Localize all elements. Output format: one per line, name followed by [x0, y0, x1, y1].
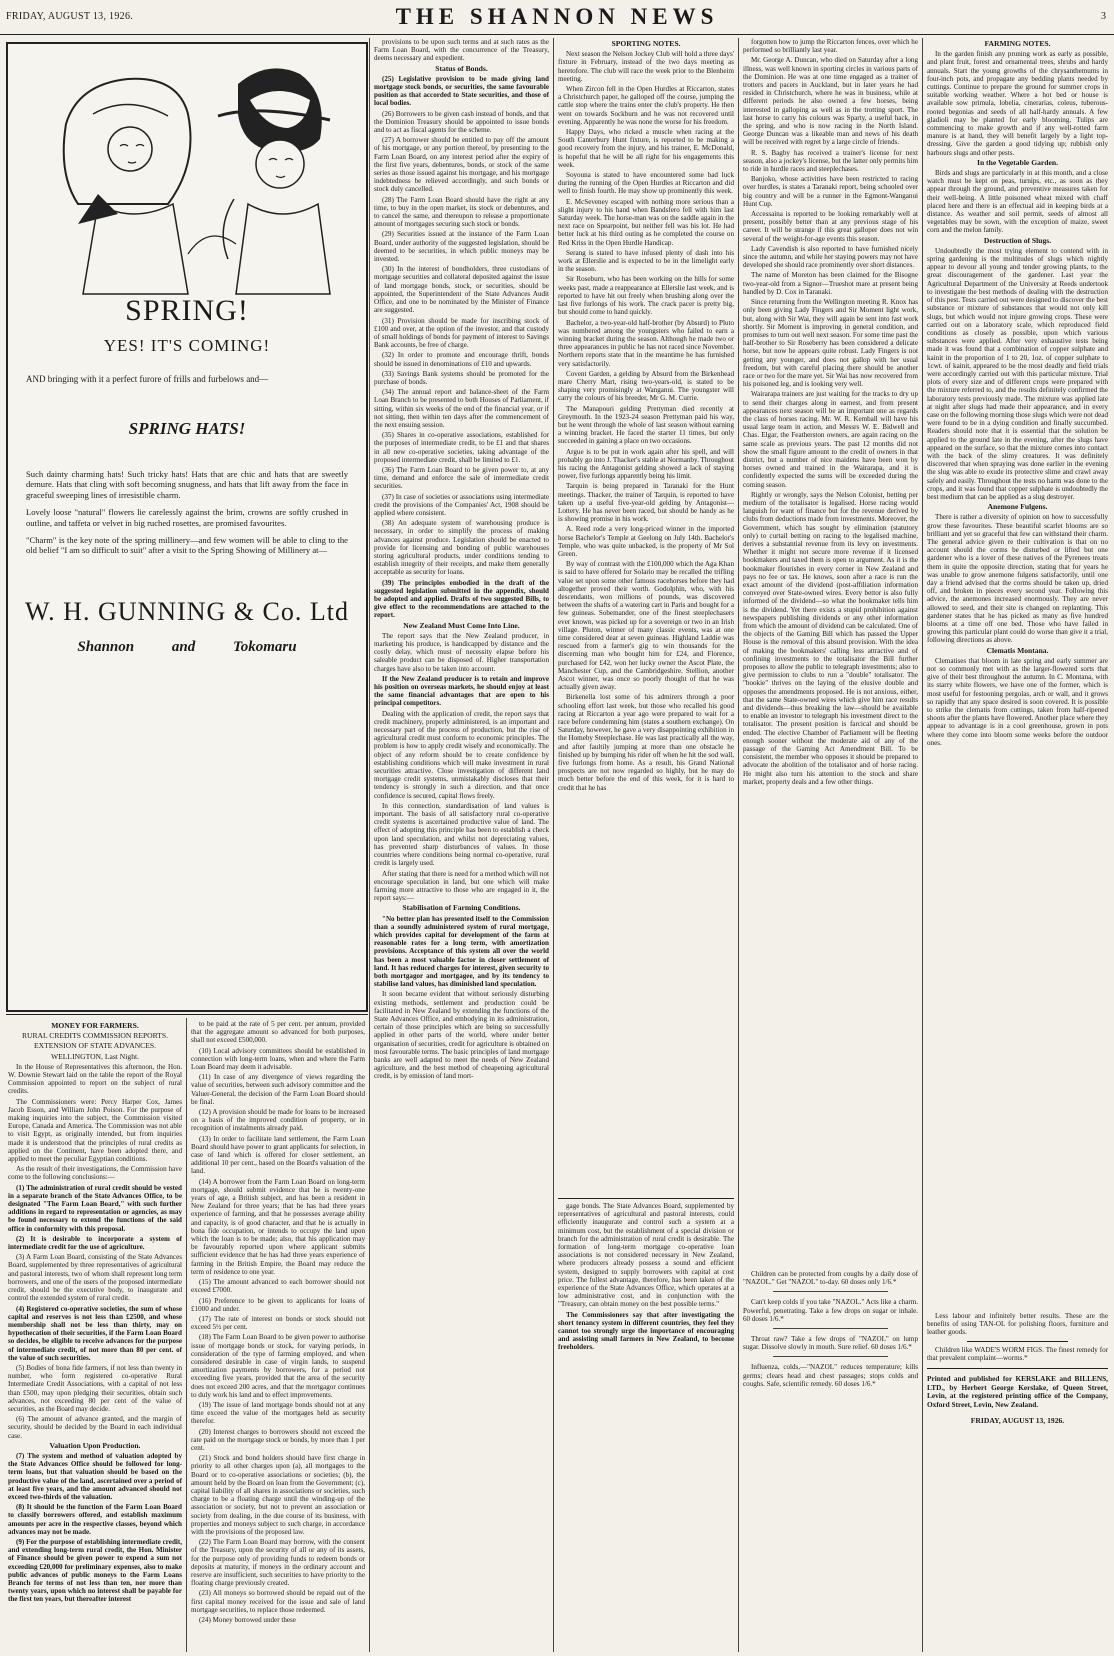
article-money-for-farmers-continued — [374, 38, 549, 1652]
paragraph: provisions to be upon such terms and at such rates as the Farm Loan Board, with the concurrence of the Treasury, deems necessary and expedient. — [374, 38, 549, 63]
paragraph: Serang is stated to have infused plenty of dash into his work at Ellerslie and is expected to be in the limelight early in the season. — [558, 248, 734, 274]
paragraph: Tarquin is being prepared in Taranaki for the Hunt meetings. Thacker, the trainer of Tarquin, is reported to have taken up a useful five-year-old gelding by Antagonist—Lottery. He has never been raced, but should be handy as he is showing promise in his work. — [558, 482, 734, 524]
paragraph: forgotten how to jump the Riccarton fences, over which he performed so brilliantly last year. — [743, 38, 918, 55]
paragraph: Soyouna is stated to have encountered some bad luck during the running of the Open Hurdles at Riccarton and did well to finish fourth. He may show up prominently this week. — [558, 171, 734, 196]
article-title: SPORTING NOTES. — [611, 39, 681, 48]
ad-paragraph: "Charm" is the key note of the spring millinery—and few women will be able to cling to the old belief "I am so difficult to suit" after a visit to the Spring Showing of Millinery at— — [26, 535, 348, 556]
nazol-advert: Can't keep colds if you take "NAZOL." Acts like a charm. Powerful, penetrating. Take a few drops on sugar or inhale. 60 doses 1/6.* — [743, 1298, 918, 1323]
paragraph: Sir Roseburn, who has been working on the hills for some weeks past, made a reappearance at Ellerslie last week, and is reported to have hit out freely when brushing along over the last five furlongs of his work. The crack pacer is pretty big, but should come to hand quickly. — [558, 275, 734, 317]
paragraph: Birds and slugs are particularly in at this month, and a close watch must be kept on peas, turnips, etc., as soon as they appear through the ground, and preventive measures taken for their well-being. A little poisoned wheat mixed with chaff placed here and there is an effectual aid in keeping birds at a distance. As weather and soil permit, seeds of almost all vegetables may be sown, with the exception of maize, sweet corn and the melon family. — [927, 169, 1108, 235]
paragraph: Lady Cavendish is also reported to have furnished nicely since the autumn, and while her staying powers may not have developed she should race prominently over short distances. — [743, 244, 918, 270]
paragraph: Dealing with the application of credit, the report says that credit machinery, properly administered, is an important and necessary part of the process of production, but the rise of agricultural credit must conform to economic principles. The problem is how to apply credit wisely and economically. The object of any reform should be to create confidence by establishing conditions which will make investment in rural securities attractive. Close investigation of different land mortgage credit systems, unmistakably discloses that their tendency is strongly in such a direction, and that once confidence is secured, capital flows freely. — [374, 709, 549, 800]
section-subheading: Stabilisation of Farming Conditions. — [402, 903, 521, 913]
section-subheading: Destruction of Slugs. — [983, 235, 1052, 245]
article-racing-notes — [743, 38, 918, 1266]
paragraph: (9) For the purpose of establishing intermediate credit, and extending long-term rural credit, the Hon. Minister of Finance should be given power to expend a sum not exceeding £20,000 for preliminary expenses, also to make public advances of public moneys to the Farm Loans Branch for terms of not less than ten, nor more than twenty years, upon which no interest shall be payable for the first ten years, but thereafter interest — [8, 1537, 182, 1604]
paragraph: (16) Preference to be given to applicants for loans of £1000 and under. — [191, 1296, 365, 1313]
paragraph: "No better plan has presented itself to the Commission than a soundly administered system of rural mortgage, which provides capital for development of the farm at reasonable rates for a long term, with amortization provisions. Acceptance of this system all over the world has been a most valuable factor in closer settlement of land. It has reduced charges for interest, given security to both mortgagor and mortgagee, and by its tendency to stabilise land values, has diminished land speculation. — [374, 914, 549, 989]
paragraph: (32) In order to promote and encourage thrift, bonds should be issued in denominations of £10 and upwards. — [374, 351, 549, 368]
paragraph: (22) The Farm Loan Board may borrow, with the consent of the Treasury, upon the security of all or any of its assets, for the purpose only of providing funds to redeem bonds or deposits at maturity, if moneys in the ordinary account and reserve are insufficient, such securities to have priority to the floating charge previously created. — [191, 1538, 365, 1588]
section-subheading: New Zealand Must Come Into Line. — [403, 620, 520, 630]
paragraph: (39) The principles embodied in the draft of the suggested legislation submitted in the appendix, should be adopted and applied. Drafts of two suggested Bills, to give effect to the recommendations are attached to the report. — [374, 578, 549, 620]
paragraph: (8) It should be the function of the Farm Loan Board to classify borrowers offered, and establish maximum amounts per acre in the respective classes, beyond which advances may not be made. — [8, 1503, 182, 1536]
paragraph: Clematises that bloom in late spring and early summer are not so commonly met with as the larger-flowered sorts that give of their best throughout the autumn. In C. Montana, with its starry white flowers, we have one of the former, which is most useful for festooning pergolas, arch or wall, and it grows so rapidly that any space desired is soon covered. It is possible to strike the clematis from cuttings, taken from half-ripened shoots after the plants have flowered. Another place where they appear to advantage is in a cool greenhouse, grown in pots where they come into bloom some weeks before the outdoor ones. — [927, 656, 1108, 747]
paragraph: (14) A borrower from the Farm Loan Board on long-term mortgage, should submit evidence that he is twenty-one years of age, a British subject, and has been a resident in New Zealand for three years; that he has had three years experience of farming, and that he possesses average ability and capacity, is of good character, and that he is actually in bona fide occupation, or intends to occupy the land upon which the loan is to be made; also, that his application may be favourably reported upon where applicant submits sufficient evidence that he has had three years experience of farming in the British Empire, the Board may reduce the term of residence to one year. — [191, 1177, 365, 1276]
column-rule — [553, 38, 554, 1652]
ad-town: Shannon — [77, 639, 135, 655]
article-money-for-farmers — [8, 1020, 182, 1652]
ad-town: Tokomaru — [232, 639, 297, 655]
ad-town: and — [171, 639, 196, 655]
article-dateline: WELLINGTON, Last Night. — [50, 1051, 139, 1061]
nazol-advertisements — [743, 1270, 918, 1652]
paragraph: Rightly or wrongly, says the Nelson Colonist, betting per medium of the totalisator is legalised. Horse racing would languish for want of finance but for the revenue derived by clubs from deductions made from investments. Moreover, the Government, which has sought by elimination (statutory only) to curtail betting on racing to the legalised machine, derives a substantial revenue from its levy on investments. Whether it might not secure more revenue if it licensed bookmakers and taxed them is open to argument. As it is the bookmaker flourishes in every corner in New Zealand and pays no fee or tax. He knows, soon after a race is run the exact amount of the dividend (post-affiliation information conveyed over State-owned wires. Every bettor is also fully informed of the dividend—so what the bookmaker tells him is the dividend. Yet there exists a stupid prohibition against newspapers publishing dividends or any other information from which the amount of dividend can be calculated. One of the objects of the Gaming Bill which has passed the Upper House is the removal of this absurd provision. With the idea of making the bookmakers' calling less attractive and of confining investments to the totalisator the Bill further proposes to allow the public to telegraph investments; also to give permission to clubs to run a "double" totalisator. The "bookie" thrives on the laying of the elusive double and opposes the amendments proposed. He is not anxious, either, that the same State-owned wires which give him race results and dividends—thus breaking the law—should be available to enable an investor to telegraph his investment direct to the totalisator. The present position is farcical and should be ended. The elective Chamber of Parliament will be fleeting enough sooner without the moderate aid of any of the passage of the Gaming Act Amendment Bill. To be consistent, the member who opposes it should be prepared to advocate the abolition of the totalisator and of horse racing. He might also turn his attention to the stock and share market, property deals and a few other things. — [743, 490, 918, 786]
paragraph: (12) A provision should be made for loans to be increased on a basis of the improved condition of property, or in recognition of instalments already paid. — [191, 1108, 365, 1133]
paragraph: In this connection, standardisation of land values is important. The basis of all satisfactory rural co-operative credit systems is ascertained productive value of land. The effect of adopting this principle has been to establish a check upon land speculation, and whilst not depreciating values, has prevented sharp disturbances of values. In those countries where conditions being normal co-operative, rural credit is largely used. — [374, 801, 549, 868]
paragraph: (23) All moneys so borrowed should be repaid out of the first capital money received for the issue and sale of land mortgage securities, to replace those redeemed. — [191, 1589, 365, 1614]
paragraph: (35) Shares in co-operative associations, established for the purposes of intermediate credit, to be £1 and that shares in all new co-operative societies, taking advantage of the proposed intermediate credit, shall be limited to £1. — [374, 431, 549, 464]
article-subtitle: RURAL CREDITS COMMISSION REPORTS. — [21, 1031, 169, 1041]
paragraph: Next season the Nelson Jockey Club will hold a three days' fixture in February, instead of the two days meeting as heretofore. The club will race the week prior to the Blenheim meeting. — [558, 50, 734, 83]
column-rule — [922, 38, 923, 1652]
paragraph: (27) A borrower should be entitled to pay off the amount of his mortgage, or any portion thereof, by presenting to the Farm Loan Board, on any interest period after the expiry of the first five years, debentures, bonds, or stock of the same series as those issued against his mortgage, and his mortgage indebtedness be relieved accordingly, and such bonds or stock duly cancelled. — [374, 136, 549, 194]
millinery-advertisement — [6, 42, 368, 1012]
divider — [927, 1368, 1108, 1369]
paragraph: (24) Money borrowed under these — [199, 1616, 296, 1625]
paragraph: By way of contrast with the £100,000 which the Aga Khan is said to have offered for Solario may be recalled the trifling value set upon some other famous racehorses before they had altogether proved their worth. Godolphin, who, with his descendants, won millions of pounds, was discovered between the shafts of a watering cart in Paris and bought for a few guineas. Sobemander, one of the finest steeplechasers ever known, was picked up for a sovereign or two in an Irish village. Pluton, winner of many classic events, was at one time considered dear at seven guineas. Highland Laddie was rescued from a farmer's gig to win thousands for the discerning man who bought him for £24, and Florence, purchased for £42, won her lucky owner the Ascot Plate, the Manchester Cup, and the Cambridgeshire. Stellion, another Ascot winner, was once so poorly thought of that he was actually given away. — [558, 560, 734, 692]
small-advert: Children like WADE'S WORM FIGS. The finest remedy for that prevalent complaint—worms.* — [927, 1345, 1108, 1362]
paragraph: (28) The Farm Loan Board should have the right at any time, to buy in the open market, its stock or debentures, and to cancel the same, and thereupon to release a proportionate amount of mortgages securing such stock or bonds. — [374, 195, 549, 229]
paragraph: Accessaina is reported to be looking remarkably well at present, possibly better than at any previous stage of his career. It will be strange if this great galloper does not win several of the weight-for-age events this season. — [743, 210, 918, 243]
article-sporting-notes — [558, 38, 734, 1196]
paragraph: (13) In order to facilitate land settlement, the Farm Loan Board should have power to grant applicants for selection, in case of land which is offered for closer settlement, an additional 10 per cent., based on the Board's valuation of the land. — [191, 1134, 365, 1176]
paragraph: (26) Borrowers to be given cash instead of bonds, and that the Dominion Treasury should be appointed to issue bonds and to act as fiscal agents for the scheme. — [374, 109, 549, 135]
two-women-in-hats-illustration — [38, 54, 338, 299]
ad-subheadline: YES! IT'S COMING! — [103, 336, 271, 355]
section-subheading: Anemone Fulgens. — [987, 502, 1048, 512]
paragraph: The report says that the New Zealand producer, in marketing his produce, is handicapped by distance and the costly delay, which must of necessity elapse before his saleable product can be disposed of. Higher transportation charges have also to be taken into account. — [374, 631, 549, 673]
ad-intro: AND bringing with it a perfect furore of frills and furbelows and— — [26, 374, 269, 384]
farming-classified-ads — [927, 1312, 1108, 1652]
nazol-ads — [743, 1270, 918, 1388]
paragraph: (38) An adequate system of warehousing produce is necessary, in order to simplify the process of making advances against produce. Legislation should be enacted to provide for licensing and bonding of public warehouses storing agricultural products, under conditions tending to establish integrity of their receipts, and make them generally acceptable as security for loans. — [374, 519, 549, 577]
article-body — [927, 50, 1108, 747]
paragraph: It soon became evident that without seriously disturbing existing methods, settlement and production could be facilitated in New Zealand by extending the functions of the State Advances Office, and embodying in its administration, certain of those principles which are being so successfully applied in other parts of the world, where under better organisation of securities, credit for agriculture is obtained on most favourable terms. The basic principles of land mortgage banks are well adapted to meet the needs of New Zealand agriculture, and the best method of cheapening agricultural credit, is by emission of land mort- — [374, 990, 549, 1081]
paragraph: (18) The Farm Loan Board to be given power to authorise issue of mortgage bonds or stock, for varying periods, in consideration of the type of farming employed, and when considered desirable in case of virgin lands, to suspend amortization payments by borrowers, for a period not exceeding five years, provided that the area of the security does not exceed 200 acres, and that the mortgagor continues to duly work his land and to effect improvements. — [191, 1333, 365, 1399]
masthead-date: FRIDAY, AUGUST 13, 1926. — [6, 11, 134, 22]
paragraph: E. McSeveney escaped with nothing more serious than a slight injury to his hand when Bandsfero fell with him last Saturday week. The horse-man was on the saddle again in the next race on Spearpoint, but neither fell was his lot. He had better luck at his third outing as he completed the course on Red Kriss in the Open Hurdle Handicap. — [558, 197, 734, 247]
paragraph: (19) The issue of land mortgage bonds should not at any time exceed the value of the mortgages held as security therefor. — [191, 1400, 365, 1426]
article-body — [743, 38, 918, 786]
paragraph: The Manapouri gelding Prettyman died recently at Greymouth. In the 1923-24 season Prettyman paid his way, but he went through the whole of last season without earning a winning bracket. He faced the starter 11 times, but only succeeded in gaining a place on two occasions. — [558, 404, 734, 446]
ad-towns — [8, 639, 366, 656]
ad-firm-name: W. H. GUNNING & Co. Ltd — [25, 597, 349, 626]
paragraph: to be paid at the rate of 5 per cent. per annum, provided that the aggregate amount so advanced for both purposes, shall not exceed £500,000. — [191, 1020, 365, 1045]
paragraph: (10) Local advisory committees should be established in connection with long-term loans, when and where the Farm Loan Board may deem it advisable. — [191, 1046, 365, 1072]
paragraph: Since returning from the Wellington meeting R. Knox has only been giving Lady Fingers and Sir Moment light work, but, along with Sir Wai, they will again be sent into fast work shortly. Sir Moment is improving in general condition, and promises to turn out well next season. For some time past the half-brother to Sir Roseberry has been considered a delicate horse, but now he appears quite robust. Lady Fingers is not getting any younger, and does not gallop with her usual freedom, but with careful placing there should be another race or two for the mare yet. Sir Wai has now recovered from his poisoned leg, and is looking very well. — [743, 298, 918, 389]
paragraph: If the New Zealand producer is to retain and improve his position on overseas markets, he should enjoy at least the same financial advantages that are open to his principal competitors. — [374, 674, 549, 708]
paragraph: Happy Days, who ricked a muscle when racing at the South Canterbury Hunt fixture, is reported to be making a good recovery from the injury, and his trainer, E. McDonald, is hopeful that he will be all right for his engagements this week. — [558, 128, 734, 169]
paragraph: (21) Stock and bond holders should have first charge in priority to all other charges upon (a), all mortgages to the Board or to co-operative associations or societies; (b), the amount held by the Board on loan from the Government; (c), capital liability of all shares in associations or societies, such charge to be a floating charge until the winding-up of the association or society, but not to prevent an association or society from dealing, in the due course of its business, with properties and moneys subject to such charge, in accordance with the provisions of the proposed law. — [191, 1454, 365, 1536]
paragraph: (30) In the interest of bondholders, three custodians of mortgage securities and collateral deposited against the issue of land mortgage bonds, stock, or securities, should be appointed, the Superintendent of the State Advances Audit Office, and one to be nominated by the Minister of Finance are suggested. — [374, 265, 549, 315]
imprint-date: FRIDAY, AUGUST 13, 1926. — [970, 1416, 1065, 1426]
paragraph: (4) Registered co-operative societies, the sum of whose capital and reserves is not less than £2500, and whose membership shall not be less than thirty, may on hypothecation of their securities, if the Farm Loan Board so decides, be eligible to receive advances for the purpose of intermediate credit, of not more than 80 per cent. of the value of such securities. — [8, 1304, 182, 1362]
divider — [773, 1356, 888, 1357]
article-farming-notes — [927, 38, 1108, 1308]
paragraph: Birkenella lost some of his admirers through a poor schooling effort last week, but those who recalled his good racing at Riccarton a year ago were prepared to wait for a race before condemning him (states a southern exchange). On Saturday, however, he gave a very disappointing exhibition in the Homeby Steeplechase. He was last practically all the way, and after faultily jumping at more than one obstacle he finished up by bumping his rider off when he hit the sod wall, five furlongs from home. As a result, his Grand National prospects are not now regarded so highly, but he may do much better before the end of this week, for it is hard to credit that he has — [558, 693, 734, 792]
paragraph: Bachelor, a two-year-old half-brother (by Absurd) to Pluto was numbered among the youngsters who failed to earn a winning bracket during the season. Although he made two or three appearances in public he has not raced since November. Northern reports state that in the meantime he has furnished very satisfactorily. — [558, 318, 734, 368]
masthead — [0, 0, 1114, 35]
paragraph: A. Reed rode a very long-priced winner in the imported horse Bachelor's Temple at Geelong on July 14th. Bachelor's Temple, who was quite unbacked, is the property of Mr Sol Green. — [558, 525, 734, 558]
ad-headline: SPRING! — [125, 294, 249, 327]
article-body — [558, 1202, 734, 1352]
paragraph: R. S. Bagby has received a trainer's license for next season, also a jockey's license, but the latter only permits him to ride in hurdle races and steeplechases. — [743, 148, 918, 174]
section-divider — [558, 1198, 734, 1199]
paragraph: After stating that there is need for a method which will not encourage speculation in land, but one which will make farming more attractive to those who are engaged in it, the report says:— — [374, 869, 549, 903]
page-number: 3 — [1101, 11, 1106, 22]
paragraph: Undoubtedly the most trying element to contend with in spring gardening is the multitudes of slugs which nightly appear to devour all young and tender growing plants, to the great discouragement of the gardener. Last year the Agricultural Department of the University at Reeds undertook to investigate the best methods of dealing with the destruction of this pest. Tests carried out were designed to discover the best substance or mixture of substances that would not only kill slugs, but which would not injure growing crops. These were carried out on a laboratory scale, which reproduced field conditions as closely as possible, upon which various substances were applied. After very exhaustive tests being made it was found that a combination of copper sulphate and kainit in the proportion of 1 to 20, 1oz. of copper sulphate to 1cwt. of kainit, appeared to be the most deadly and field trials were accordingly carried out with this particular mixture. Trial plots of every size and of different crops were prepared with the mixture referred to, and the results definitely confirmed the laboratory tests previously made. The mixture was applied late at night after slugs had made their appearance, and in every case on the following morning those slugs which were not dead were found to be in a dying condition and finally succumbed. Readers should note that it is essential that the solution be applied to the ground late in the evening, after the slugs have appeared on the surface, so that the mixture comes into contact with the back of the slimy creatures. It was definitely discovered that when spraying was done earlier in the evening the slug was able to exude its protective slime and crawl away safely and easily. Throughout the tests no harm was done to the crops, and it was found that copper sulphate is undoubtedly the best medium that can be applied as a slug destroyer. — [927, 246, 1108, 501]
paragraph: (1) The administration of rural credit should be vested in a separate branch of the State Advances Office, to be designated "The Farm Loan Board," with such further additions in regard to representation or agencies, as may be found necessary to extend the functions of the said office in conformity with this proposal. — [8, 1183, 182, 1233]
ad-hats-headline: SPRING HATS! — [128, 419, 246, 438]
column-rule — [738, 38, 739, 1652]
paragraph: In the garden finish any pruning work as early as possible, and plant fruit, forest and ornamental trees, shrubs and hardy annuals. Start the young growths of the chrysanthemums in four-inch pots, and propagate any bedding plants needed by cuttings. Continue to prepare the ground for summer crops in suitable working weather. Where a hot bed or house is available sow primula, lobelia, cinerarias, coleus, tuberous-rooted begonias and seeds of all half-hardy annuals. A few gladioli may be planted for early blooming. Tulips are commencing to make growth and if any well-rotted farm manure is at hand, they will benefit largely by a light top-dressing. Give the garden a good tidying up; rubbish only harbours slugs and other pests. — [927, 50, 1108, 157]
ad-body — [26, 469, 348, 563]
paragraph: (33) Savings Bank systems should be promoted for the purchase of bonds. — [374, 369, 549, 386]
paragraph: Banjoko, whose activities have been restricted to racing over hurdles, is states a Taranaki report, being schooled over big country and will be a runner in the Egmont-Wanganui Hunt Cup. — [743, 175, 918, 208]
ad-paragraph: Such dainty charming hats! Such tricky hats! Hats that are chic and hats that are sweetly demure. Hats that cling with soft becoming snugness, and hats that lift away from the face in graceful sweeping lines of irresistible charm. — [26, 469, 348, 500]
article-money-for-farmers-continued — [191, 1020, 365, 1652]
paragraph: (29) Securities issued at the instance of the Farm Loan Board, under authority of the suggested legislation, should be deemed to be securities, in which public moneys may be invested. — [374, 230, 549, 264]
paragraph: In the House of Representatives this afternoon, the Hon. W. Downie Stewart laid on the table the report of the Royal Commission appointed to report on the subject of rural credits. — [8, 1062, 182, 1096]
paragraph: (20) Interest charges to borrowers should not exceed the rate paid on the mortgage stock or bonds, by more than 1 per cent. — [191, 1427, 365, 1452]
small-advert: Less labour and infinitely better results. These are the benefits of using TAN-OL for polishing floors, furniture and leather goods. — [927, 1312, 1108, 1337]
article-subtitle: EXTENSION OF STATE ADVANCES. — [33, 1041, 157, 1051]
article-title: MONEY FOR FARMERS. — [51, 1021, 139, 1030]
paragraph: Argue is to be put in work again after his spell, and will probably go into J. Thacker's stable at Normanby. Throughout his racing the Antagonist gelding showed a lack of staying power, five furlongs apparently being his limit. — [558, 447, 734, 481]
section-divider — [6, 1014, 368, 1015]
paragraph: (17) The rate of interest on bonds or stock should not exceed 5½ per cent. — [191, 1314, 365, 1332]
section-subheading: In the Vegetable Garden. — [976, 157, 1058, 167]
nazol-advert: Influenza, colds,—"NAZOL" reduces temperature; kills germs; clears head and chest passages; stops colds and coughs. Safe, scientific remedy. 60 doses 1/6.* — [743, 1363, 918, 1388]
paragraph: (6) The amount of advance granted, and the margin of security, should be decided by the Board in each individual case. — [8, 1415, 182, 1440]
nazol-advert: Children can be protected from coughs by a daily dose of "NAZOL." Get "NAZOL" to-day. 60 doses only 1/6.* — [743, 1270, 918, 1287]
divider — [773, 1328, 888, 1329]
paragraph: (2) It is desirable to incorporate a system of intermediate credit for the use of agriculture. — [8, 1234, 182, 1252]
section-subheading: Clematis Montana. — [986, 645, 1049, 655]
article-body — [191, 1020, 365, 1624]
paragraph: (15) The amount advanced to each borrower should not exceed £7000. — [191, 1278, 365, 1295]
paragraph: gage bonds. The State Advances Board, supplemented by representatives of agricultural and pastoral interests, could efficiently inaugurate and control such a system at a minimum cost, but the establishment of a special division or branch for the administration of rural credit is desirable. The formation of long-term mortgage co-operative loan associations is not considered necessary in New Zealand, where producers already possess a sound and efficient system, designed to supply borrowers with capital at cost price. The fullest advantage, therefore, has been taken of the experience of the State Advances Office, which operates at a low administrative cost, and in conjunction with the "Treasury, can obtain money on the best possible terms." — [558, 1202, 734, 1309]
divider — [967, 1341, 1068, 1342]
newspaper-title: THE SHANNON NEWS — [395, 4, 719, 29]
article-rural-credit-continued — [558, 1202, 734, 1652]
paragraph: (31) Provision should be made for inscribing stock of £100 and over, at the option of the investor, and that custody of small holdings of bonds for payment of interest to Savings Bank accounts, be free of charge. — [374, 316, 549, 350]
paragraph: The name of Moreton has been claimed for the Bisogne two-year-old from a Signor—Trueshot mare at present being handled by D. Cox in Taranaki. — [743, 271, 918, 296]
paragraph: As the result of their investigations, the Commission have come to the following conclusions:— — [8, 1165, 182, 1182]
column-rule — [369, 38, 370, 1652]
section-subheading: Valuation Upon Production. — [49, 1440, 141, 1450]
paragraph: (34) The annual report and balance-sheet of the Farm Loan Branch to be presented to both Houses of Parliament, if sitting, within six weeks of the end of the financial year, or if not sitting, then within ten days after the commencement of the next ensuing session. — [374, 388, 549, 429]
paragraph: Mr. George A. Duncan, who died on Saturday after a long illness, was well known in sporting circles in various parts of the Dominion. He was at one time engaged as a trainer of trotters and pacers in Auckland, but in later years he had resided in Christchurch, where he was in business, while at different periods he also owned a few horses, being interested in galloping as well as in the trotting sport. The last horse to carry his colours was Sparty, a useful hack, in the spring, and who is now racing in the North Island. George Duncan was a likeable man and news of his death will be received with regret by a large circle of friends. — [743, 56, 918, 147]
paragraph: (36) The Farm Loan Board to be given power to, at any time, demand and enforce the sale of intermediate credit securities. — [374, 465, 549, 491]
section-subheading: Status of Bonds. — [435, 63, 488, 73]
article-body — [558, 50, 734, 792]
printer-imprint: Printed and published for KERSLAKE and BILLENS, LTD., by Herbert George Kerslake, of Queen Street, Levin, at the registered printing office of the Company, Oxford Street, Levin, New Zealand. — [927, 1374, 1108, 1409]
paragraph: (37) In case of societies or associations using intermediate credit the provisions of the Companies' Act, 1908 should be applied where consistent. — [374, 492, 549, 517]
ad-paragraph: Lovely loose "natural" flowers lie carelessly against the brim, crowns are softly crushed in outline, and taffeta or velvet in big ruched rosettes, are promised favourites. — [26, 507, 348, 528]
paragraph: The Commissioners say that after investigating the short tenancy system in different countries, they feel they cannot too strongly urge the importance of encouraging and assisting small farmers in New Zealand, to become freeholders. — [558, 1310, 734, 1352]
paragraph: (25) Legislative provision to be made giving land mortgage stock bonds, or securities, the same favourable position as that accorded to State securities, and those of local bodies. — [374, 74, 549, 108]
paragraph: (5) Bodies of bona fide farmers, if not less than twenty in number, who form registered co-operative Rural Intermediate Credit Associations, with a capital of not less than £500, may upon pledging their securities, obtain such advances, not exceeding 80 per cent of the value of securities, as the Board may decide. — [8, 1363, 182, 1413]
paragraph: (3) A Farm Loan Board, consisting of the State Advances Board, supplemented by three representatives of agricultural and pastoral interests, two of whom shall represent long term borrowers, and one of the users of the proposed intermediate credit, should be the executive body, to inaugurate and control the extended system of rural credit. — [8, 1253, 182, 1303]
paragraph: (7) The system and method of valuation adopted by the State Advances Office should be followed for long-term loans, but that valuation should be based on the productive value of the land, ascertained over a period of at least five years, and the amount advanced should not exceed two-thirds of the valuation. — [8, 1451, 182, 1501]
paragraph: When Zircon fell in the Open Hurdles at Riccarton, states a Christchurch paper, he galloped off the course, jumping the cattle stop where the trains enter the club's property. He then went on towards Sockburn and he was not recovered until evening. Apparently he was none the worse for his freedom. — [558, 85, 734, 126]
article-body — [374, 38, 549, 1081]
paragraph: Covent Garden, a gelding by Absurd from the Birkenhead mare Cherry Mart, rising two-years-old, is stated to be shaping very promisingly at Wanganui. The youngster will carry the colours of his breeder, Mr G. M. Currie. — [558, 369, 734, 403]
nazol-advert: Throat raw? Take a few drops of "NAZOL" on lump sugar. Dissolve slowly in mouth. Sure relief. 60 doses 1/6.* — [743, 1335, 918, 1352]
paragraph: There is rather a diversity of opinion on how to successfully grow these favourites. These beautiful scarlet blooms are so brilliant and yet so graceful that few can withstand their charm. The general advice given re their cultivation is that on no account should the corms be disturbed or lifted but one gardener who is a lover of these natives of the Pyrenees treats them in quite the opposite direction, stating that for years he was unable to grow anemone fulgens satisfactorily, until one day a friend advised that the corms should be taken up, dried off, and broken in pieces every second year. Following this advice, the anemones increased enormously. They are never allowed to seed, and their site is changed on replanting. This gardener states that he has picked as many as five hundred blooms at a time off one bed. Those who have failed in growing this particular plant could do worse than give it a trial, following directions as above. — [927, 513, 1108, 645]
paragraph: Wairarapa trainers are just waiting for the tracks to dry up to send their charges along in earnest, and from present appearances next season will be an important one as regards the class of horses racing. Mr. W. R. Kemball will have his usual large team in action, and Messrs W. E. Bidwell and Chas. Elgar, the Featherston owners, are again racing on the same scale as previous years. The past 12 months did not show the small figure amount to the credit of owners in that district, but a number of nice maidens have been won by horses owned and trained in the Wairarapa, and it is confidently expected the sums will be exceeded during the coming season. — [743, 390, 918, 489]
article-title: FARMING NOTES. — [984, 39, 1051, 48]
column-rule — [186, 1018, 187, 1652]
paragraph: The Commissioners were: Percy Harper Cox, James Jacob Esson, and William John Poison. For the purpose of making inquiries into the subject, the Commission visited Europe, Canada and America. The Commission was not able to visit Egypt, as originally intended, but from inquiries made it is understood that the principles of rural credits as applied on the Continent, have been adopted there, and applied to meet the peculiar Egyptian conditions. — [8, 1097, 182, 1164]
paragraph: (11) In case of any divergence of views regarding the value of securities, between such advisory committee and the Valuer-General, the decision of the Farm Loan Board should be final. — [191, 1073, 365, 1106]
article-body — [8, 1063, 182, 1604]
divider — [773, 1291, 888, 1292]
